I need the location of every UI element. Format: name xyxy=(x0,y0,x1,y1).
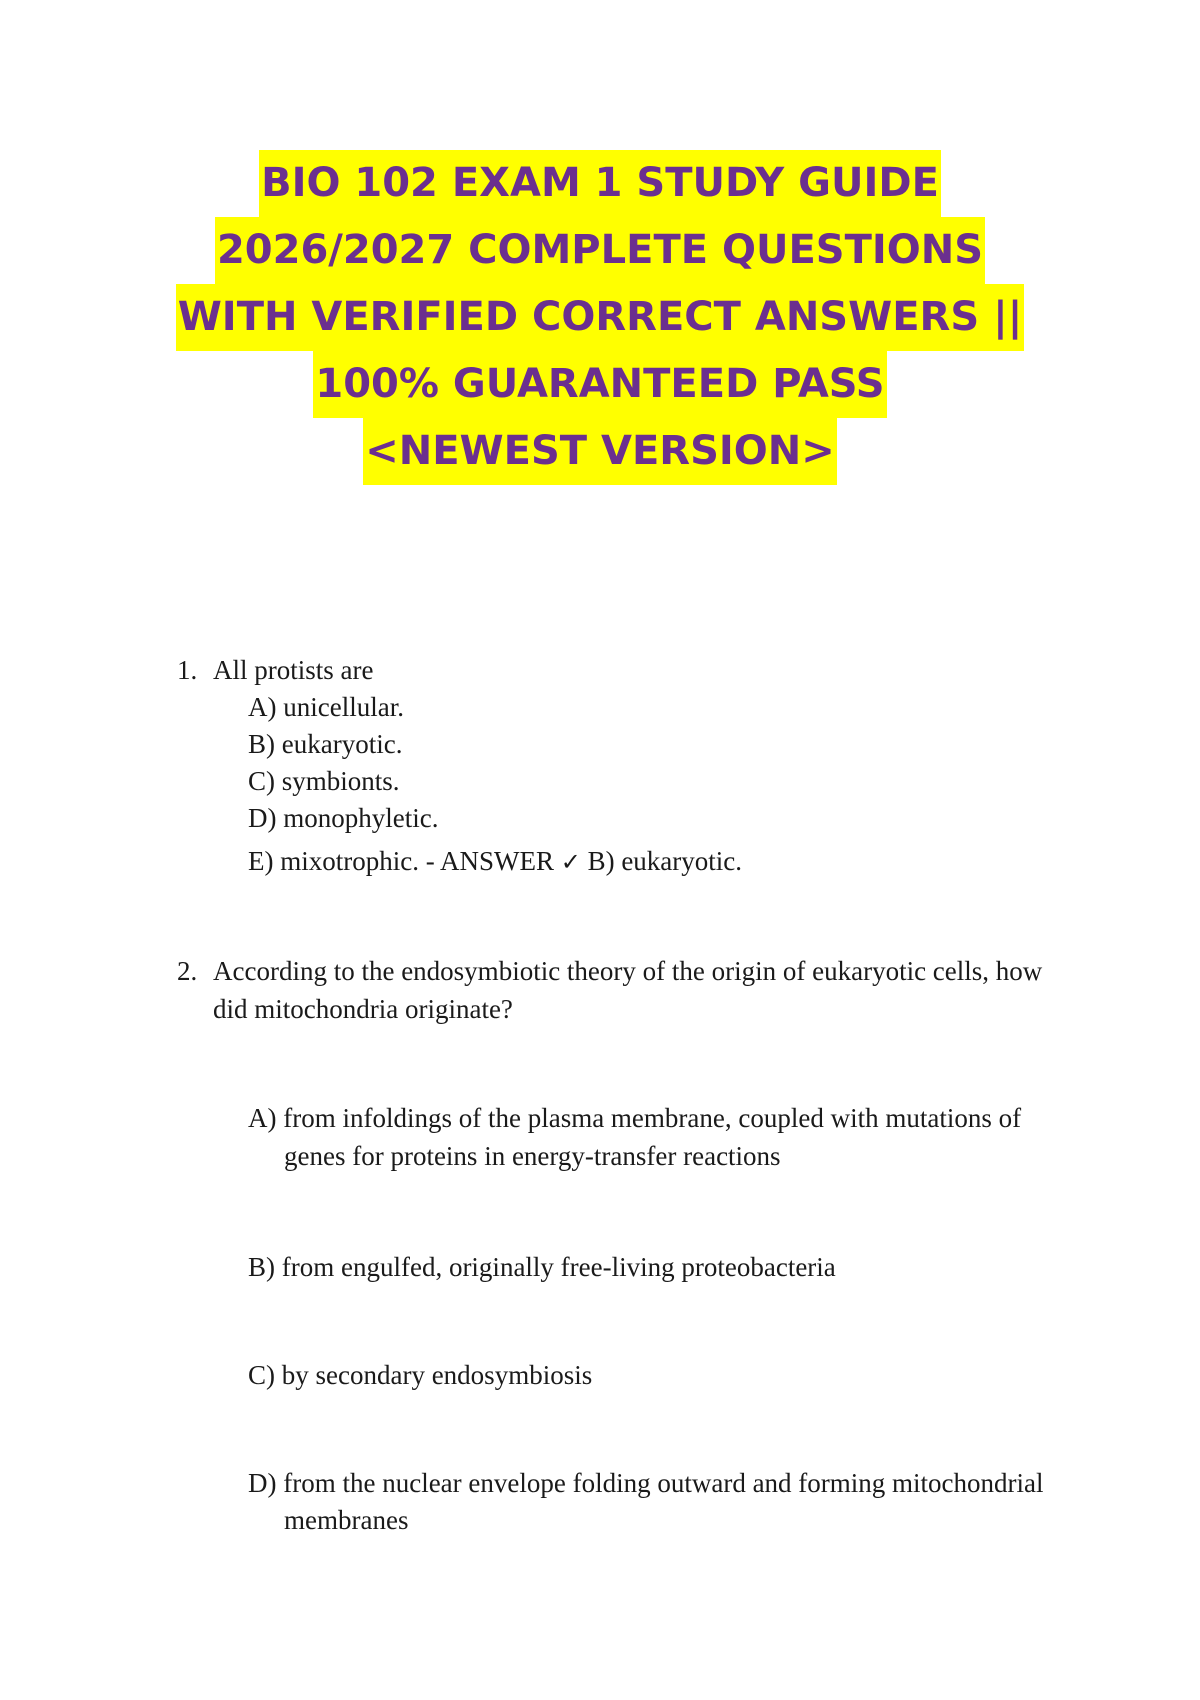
title-line-2: 2026/2027 COMPLETE QUESTIONS xyxy=(215,217,985,284)
answer-option-b: B) eukaryotic. xyxy=(248,729,403,759)
question-text: All protists are xyxy=(213,655,374,685)
document-title xyxy=(0,150,1200,485)
answer-option-e xyxy=(248,846,742,877)
answer-option-c: C) by secondary endosymbiosis xyxy=(248,1360,593,1390)
answer-option-a-line-1: A) from infoldings of the plasma membrane, coupled with mutations of xyxy=(248,1103,1022,1133)
answer-option-a: A) unicellular. xyxy=(248,692,404,722)
title-line-4: 100% GUARANTEED PASS xyxy=(313,351,886,418)
checkmark-icon: ✓ xyxy=(560,848,581,876)
answer-option-a-line-2: genes for proteins in energy-transfer reactions xyxy=(284,1141,781,1171)
answer-option-b: B) from engulfed, originally free-living proteobacteria xyxy=(248,1252,836,1282)
question-text-line-1: According to the endosymbiotic theory of the origin of eukaryotic cells, how xyxy=(213,956,1043,986)
answer-key-text: B) eukaryotic. xyxy=(580,846,743,876)
question-text-line-2: did mitochondria originate? xyxy=(213,994,513,1024)
answer-option-e-text: E) mixotrophic. - ANSWER xyxy=(248,846,561,876)
answer-option-d-line-2: membranes xyxy=(284,1505,409,1535)
answer-option-d: D) monophyletic. xyxy=(248,803,439,833)
title-line-1: BIO 102 EXAM 1 STUDY GUIDE xyxy=(259,150,941,217)
question-number: 2. xyxy=(177,956,198,986)
answer-option-c: C) symbionts. xyxy=(248,766,400,796)
title-line-3: WITH VERIFIED CORRECT ANSWERS || xyxy=(176,284,1025,351)
question-number: 1. xyxy=(177,655,198,685)
title-line-5: <NEWEST VERSION> xyxy=(363,418,837,485)
answer-option-d-line-1: D) from the nuclear envelope folding outward and forming mitochondrial xyxy=(248,1468,1044,1498)
